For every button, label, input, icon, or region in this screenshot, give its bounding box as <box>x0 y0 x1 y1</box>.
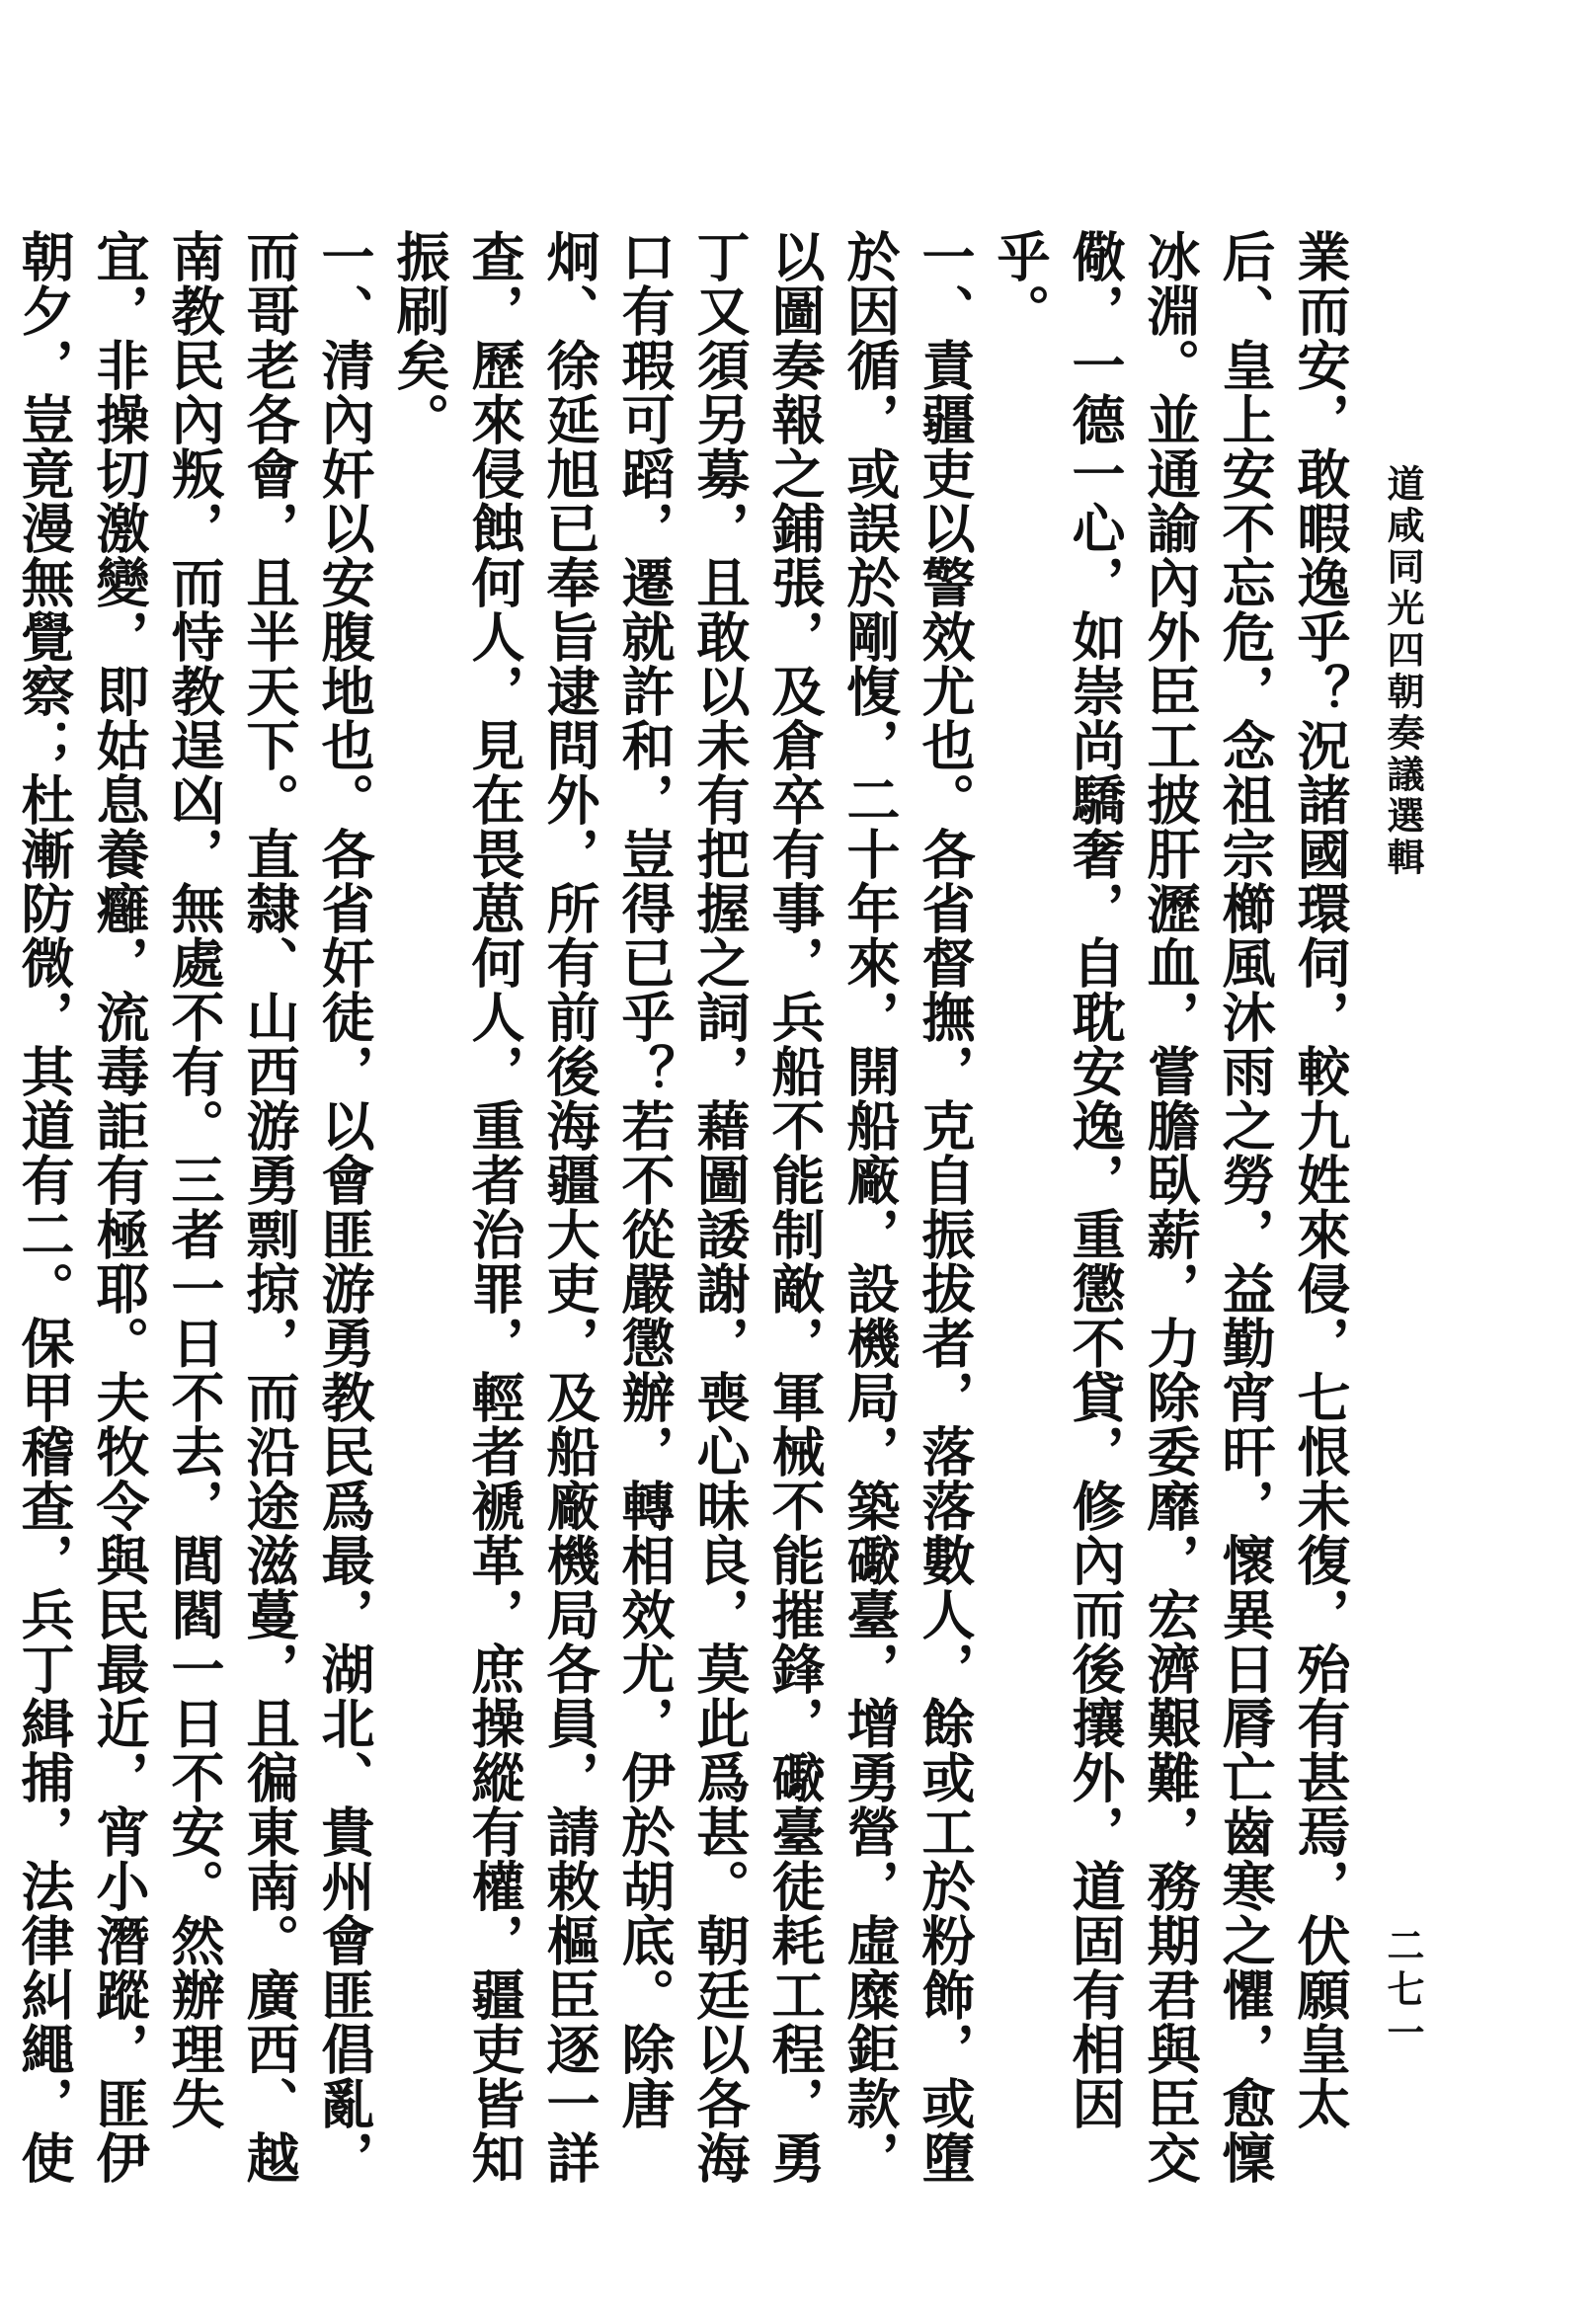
book-title: 道咸同光四朝奏議選輯 <box>1381 464 1424 879</box>
paragraph-frontier-officials: 一、責疆吏以警效尤也。各省督撫，克自振拔者，落落數人，餘或工於粉飾，或墮於因循，或誤於剛愎，二十年來，開船廠，設機局，築礮臺，增勇營，虛糜鉅款，以圖奏報之鋪張，及倉卒有事，兵船不能制敵，軍械不能摧鋒，礮臺徒耗工程，勇丁又須另募，且敢以未有把握之詞，藉圖諉謝，喪心昧良，莫此爲甚。朝廷以各海口有瑕可蹈，遷就許和，豈得已乎？若不從嚴懲辦，轉相效尤，伊於胡底。除唐炯、徐延旭已奉旨逮問外，所有前後海疆大吏，及船廠機局各員，請敕樞臣逐一詳查，歷來侵蝕何人，見在畏葸何人，重者治罪，輕者褫革，庶操縱有權，疆吏皆知振刷矣。 <box>388 229 977 2185</box>
vertical-text-body <box>13 229 1358 2204</box>
page-number: 二七一 <box>1381 1926 1424 2056</box>
paragraph-internal-traitors: 一、清內奸以安腹地也。各省奸徒，以會匪游勇教民爲最，湖北、貴州會匪倡亂，而哥老各會，且半天下。直隸、山西游勇剽掠，而沿途滋蔓，且徧東南。廣西、越南教民內叛，而恃教逞凶，無處不有。三者一日不去，閭閻一日不安。然辦理失宜，非操切激變，即姑息養癰，流毒詎有極耶。夫牧令與民最近，宵小潛蹤，匪伊朝夕，豈竟漫無覺察；杜漸防微，其道有二。保甲稽查，兵丁緝捕，法律糾繩，使 <box>13 229 376 2185</box>
running-header <box>1373 464 1432 2056</box>
paragraph-intro: 業而安，敢暇逸乎？況諸國環伺，較九姓來侵，七恨未復，殆有甚焉，伏願皇太后、皇上安不忘危，念祖宗櫛風沐雨之勞，益勤宵旰，懷異日脣亡齒寒之懼，愈懍冰淵。並通諭內外臣工披肝瀝血，嘗膽臥薪，力除委靡，宏濟艱難，務期君與臣交儆，一德一心，如崇尚驕奢，自耽安逸，重懲不貸，修內而後攘外，道固有相因乎。 <box>989 229 1352 2185</box>
